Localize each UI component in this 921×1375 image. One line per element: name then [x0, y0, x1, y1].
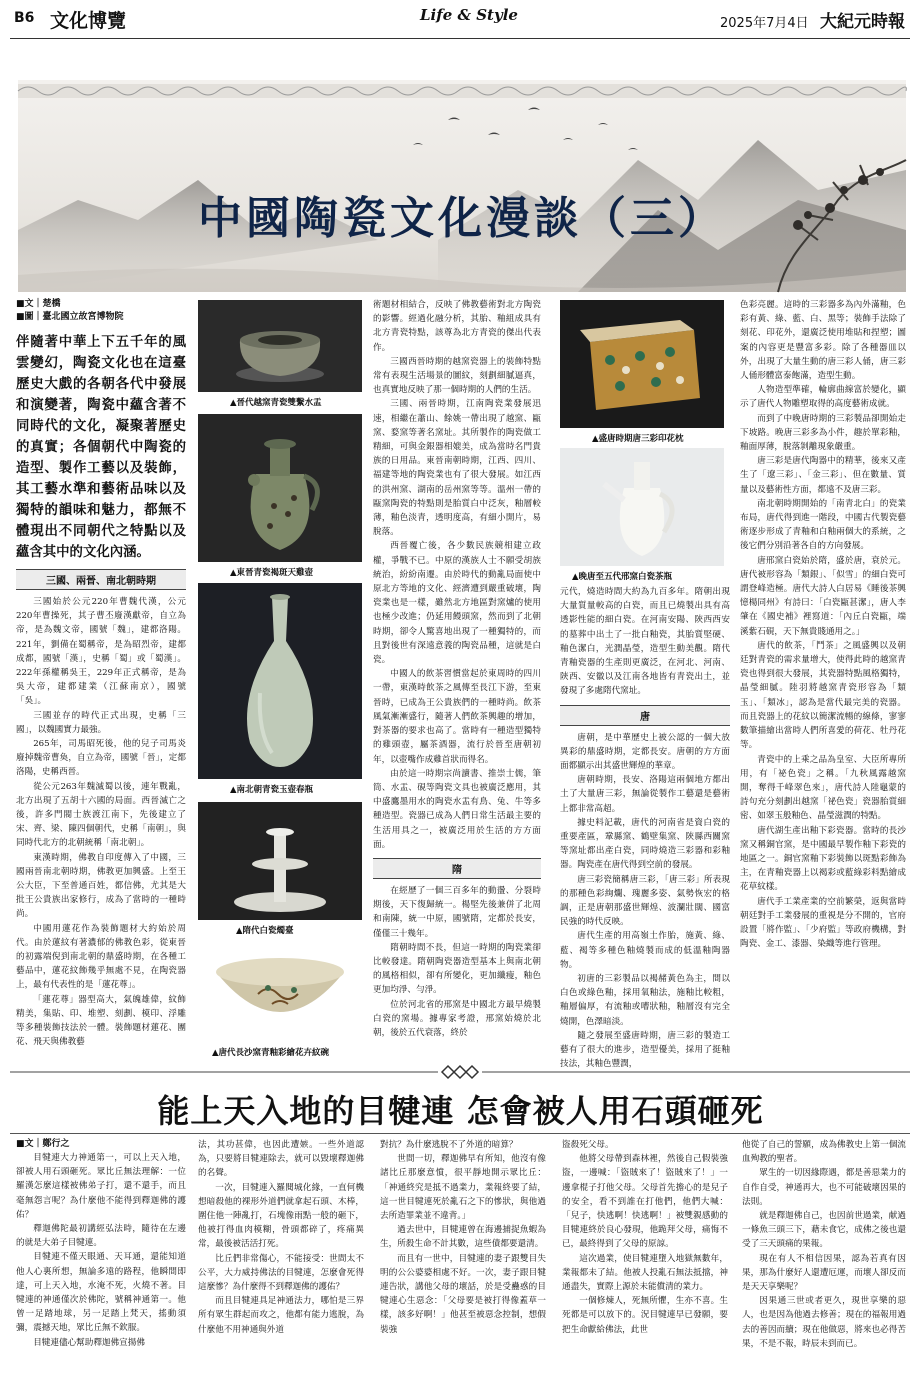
caption: ▲盛唐時期唐三彩印花枕	[592, 434, 684, 444]
paragraph: 中國人的飲茶習慣當起於東周時的四川一帶，東漢時飲茶之風傳至長江下游，至東晉時，已成為王公貴族們的一種時尚。飲茶風氣漸漸盛行，隨著人們飲茶興趣的增加，對茶器的要求也高了。當時有一種造型獨特的雞頭壺，屬茶酒器，流行於晉至唐朝初年，以壺嘴作成雞首狀而得名。	[373, 669, 541, 765]
paragraph: 而且目犍連具足神通法力，哪怕是三界所有眾生群起而攻之，他都有能力逃脫，為什麼他不用神通與外道	[198, 1296, 364, 1335]
paragraph: 唐朝時期，長安、洛陽這兩個地方都出土了大量唐三彩，無論從製作工藝還是藝術上都非常高超。	[560, 775, 730, 814]
paragraph: 青瓷中的上乘之品為皇室、大臣所專所用，有「祕色瓷」之稱。「九秋風露越窯開，奪得千峰翠色來」，唐代詩人陸龜蒙的詩句充分刻劃出越窯「祕色瓷」瓷器胎質細密、如翠玉般釉色、晶瑩滋潤的特點。	[740, 754, 906, 822]
paragraph: 「蓮花尊」器型高大，氣魄雄偉，紋飾精美，集貼、印、堆塑、刻劃、模印、浮雕等多種裝飾技法於一體。裝飾題材蓮花、團花、飛天與佛教藝	[16, 994, 186, 1048]
photo-changsha-bowl	[198, 942, 362, 1042]
paragraph: 一次，目犍連入羅閱城化緣，一直何機想暗殺他的裸形外道們就拿起石頭、木棒，圍住他一陣亂打，石塊像雨點一般的砸下，他被打得血肉模糊，骨頭都碎了，疼痛異常，最後被活活打死。	[198, 1182, 364, 1250]
photo-xing-white-tea-bottle	[560, 448, 724, 566]
paragraph: 色彩亮麗。這時的三彩器多為內外滿釉，色彩有黃、綠、藍、白、黑等；裝飾手法除了刻花、印花外，還廣泛使用堆貼和捏塑；圖案的內容更是豐富多彩。除了各種器皿以外，出現了大量生動的唐三彩人俑，唐三彩人俑形體富泰飽滿，造型生動。	[740, 300, 906, 382]
life-style-logo: Life & Style	[420, 6, 518, 24]
paragraph: 隨之發展至盛唐時期，唐三彩的製造工藝有了很大的進步，造型優美，採用了挺釉技法，其釉色豐潤，	[560, 1030, 730, 1070]
paragraph: 從公元263年魏滅蜀以後，連年戰亂，北方出現了五胡十六國的局面。西晉滅亡之後，許多門閥士族渡江南下，先後建立了宋、齊、梁、陳四個朝代，史稱「南朝」，與同時代北方的北朝統稱「南北朝」。	[16, 781, 186, 849]
caption: ▲東晉青瓷褐斑天雞壺	[230, 568, 314, 578]
paragraph: 由於這一時期宗尚讀書、推崇士儒，筆筒、水盂、硯等陶瓷文具也被廣泛應用，其中盛鷹墨用水的陶瓷水盂有鳥、兔、牛等多種造型。瓷器已成為人們日常生活最主要的生活用具之一，被廣泛用於生活的方方面面。	[373, 768, 541, 850]
caption: ▲晚唐至五代邢窯白瓷茶瓶	[572, 572, 673, 582]
paragraph: 比丘們非常傷心，不能接受：世間太不公平，大力威持佛法的目犍連，怎麼會死得這麼慘？為什麼得不到釋迦佛的護佑？	[198, 1253, 364, 1293]
paragraph: 過去世中，目犍連曾在海邊捕捉魚蝦為生，所殺生命不計其數，這些債都要還清。	[380, 1225, 546, 1250]
paragraph: 唐三彩瓷簡稱唐三彩，「唐三彩」所表現的那種色彩絢爛、瑰麗多姿、氣勢恢宏的格調，正是唐朝那盛世輝煌、波瀾壯闊、國富民強的時代反映。	[560, 874, 730, 928]
paragraph: 中國用蓮花作為裝飾題材大約始於周代。由於蓮紋有著濃郁的佛教色彩，從東晉的初露端倪到南北朝的鼎盛時期，在各種工藝品中，蓮花紋飾幾乎無處不見，在陶瓷器上，最有代表性的是「蓮花尊」。	[16, 923, 186, 991]
paragraph: 這次過業，使目犍連墮入地獄無數年，業報都未了結。他被人投亂石無法抵擋，神通盡失，實際上源於未能償清的業力。	[562, 1253, 728, 1293]
paragraph: 而到了中晚唐時期的三彩製品卻開始走下坡路。晚唐三彩多為小件，趣於單彩釉，釉面厚薄，脫落剝離現象嚴重。	[740, 413, 906, 453]
paragraph: 盜殺死父母。	[562, 1140, 614, 1150]
article2-column-5	[742, 1138, 906, 1368]
paragraph: 他從了自己的誓願，成為佛教史上第一個流血殉教的聖者。	[742, 1140, 906, 1165]
article2-column-2	[198, 1138, 364, 1368]
paragraph: 265年，司馬昭死後，他的兒子司馬炎廢掉魏帝曹奐，自立為帝，國號「晉」，定都洛陽，史稱西晉。	[16, 739, 186, 778]
paragraph: 三國始於公元220年曹魏代漢，公元220年曹操死，其子曹丕廢漢獻帝，自立為帝，是為魏文帝，國號「魏」，建都洛陽。221年，劉備在蜀稱帝，是為昭烈帝，建都成都，國號「漢」，史稱「蜀」或「蜀漢」。222年孫權稱吳王，229年正式稱帝，是為吳大帝，建都建業（江蘇南京），國號「吳」。	[16, 597, 186, 707]
page-number: B6	[14, 10, 35, 26]
paragraph: 目犍連大力神通第一，可以上天入地，卻被人用石頭砸死。眾比丘無法理解：一位羅漢怎麼這樣被佛弟子打，還不還手，而且毫無怨言呢？為什麼他不能得到釋迦佛的護佑？	[16, 1153, 186, 1220]
paragraph: 唐代生產的用高嶺土作胎，施黃、綠、藍、褐等多種色釉燒製而成的低溫釉陶器物。	[560, 931, 730, 970]
paragraph: 法，其功甚偉，也因此遭嫉。一些外道認為，只要將目犍連除去，就可以毀壞釋迦佛的名聲。	[198, 1140, 364, 1179]
issue-date: 2025年7月4日	[720, 16, 809, 31]
section-name: 文化博覽	[50, 10, 127, 32]
photo-jin-water-pot	[198, 300, 362, 392]
page-header	[0, 0, 921, 40]
caption: ▲隋代白瓷燭臺	[236, 926, 294, 936]
paragraph: 唐代的飲茶，「鬥茶」之風盛興以及朝廷對青瓷的需求量增大，使得此時的越窯青瓷也得到很大發展，其瓷器特點風格獨特，晶瑩細膩。陸羽將越窯青瓷形容為「類玉」、「類冰」，認為是當代最完美的瓷器。而且瓷器上的花紋以簡潔流暢的線條，寥寥數筆描繪出當時人們所喜愛的荷花、牡丹花等。	[740, 640, 906, 751]
article-lead: 伴隨著中華上下五千年的風雲變幻，陶瓷文化也在這臺歷史大戲的各朝各代中發展和演變著，陶瓷中蘊含著不同時代的文化，凝聚著歷史的真實；各個朝代中陶瓷的造型、製作工藝以及裝飾，其工藝水準和藝術品味以及獨特的韻味和魅力，都無不體現出不同朝代之特點以及蘊含其中的文化內涵。	[16, 334, 186, 560]
paragraph: 唐朝，是中華歷史上被公認的一個大放異彩的鼎盛時期，定都長安。唐朝的方方面面都顯示出其盛世輝煌的華章。	[560, 732, 730, 772]
paragraph: 唐代湖生產出釉下彩瓷器。當時的長沙窯又稱銅官窯，是中國最早製作釉下彩瓷的地區之一。銅官窯釉下彩裝飾以斑點彩飾為主，在青釉瓷器上以褐彩或藍綠彩料點繪成花草紋樣。	[740, 825, 906, 893]
subheading-sui: 隋	[373, 858, 541, 879]
article1-column-4	[560, 585, 730, 1070]
article1-column-3	[373, 298, 541, 1058]
paragraph: 三國西晉時期的越窯瓷器上的裝飾特點常有表現生活場景的圖紋，刻劃細膩逼真，也真實地反映了那一個時期的人們的生活。	[373, 356, 541, 396]
article-title: 中國陶瓷文化漫談（三）	[198, 193, 726, 244]
article1-column-5	[740, 298, 906, 1058]
paragraph: 世間一切，釋迦佛早有所知，他沒有像諸比丘那麼意憤，很平靜地開示眾比丘：「神通終究是抵不過業力，業報終要了結，這一世目犍連死於亂石之下的慘狀，與他過去所造罪業並不違背。」	[380, 1154, 546, 1222]
paragraph: 南北朝時期開始的「南青北白」的瓷業布局，唐代得到進一階段，中國古代製瓷藝術逐步形成了青釉和白釉兩個大的系統，之後它們分別沿著各自的方向發展。	[740, 498, 906, 552]
article2-column-4	[562, 1138, 728, 1368]
paragraph: 元代，燒造時間大約為九百多年。隋朝出現大量質量較高的白瓷，而且已燒製出具有高透影性能的細白瓷。在河南安陽、陝西西安的墓葬中出土了一批白釉瓷，其胎質堅硬、釉色潔白，光潤晶瑩，造型生動美觀。隋代青釉瓷器的生產則更廣泛，在河北、河南、陝西、安徽以及江南各地皆有青瓷出土，並發現了多處隋代窯址。	[560, 587, 730, 697]
paragraph: 唐代手工業產業的空前繁榮，返與當時朝廷對手工業發展的重視是分不開的，官府設置「將作監」、「少府監」等政府機構，對陶瓷、金工、漆器、染織等進行管理。	[740, 896, 906, 950]
byline-author: ■文｜楚橋	[16, 299, 61, 309]
article1-column-1	[16, 298, 186, 1058]
header-rule	[10, 38, 910, 39]
paragraph: 因果通三世或者更久，現世享樂的惡人，也是因為他過去修善；現在的福報用過去的善因而續；現在他做惡，將來也必得苦果，不是不報，時辰未到而已。	[742, 1296, 906, 1349]
paragraph: 據史料記載，唐代的河南省是資白瓷的重要產區，鞏縣窯、鶴壁集窯、陝縣西關窯等窯址都出產白瓷，同時燒造三彩器和彩釉器。陶瓷產在唐代得到空前的發展。	[560, 817, 730, 871]
paragraph: 釋迦佛陀最初講經弘法時，隨待在左邊的就是大弟子目犍連。	[16, 1224, 186, 1249]
paragraph: 術題材相結合，反映了佛教藝術對北方陶瓷的影響。經過化融分析，其胎、釉組成具有北方青瓷特點，該尊為北方青瓷的傑出代表作。	[373, 300, 541, 353]
article2-column-3	[380, 1138, 546, 1368]
cloud-pattern-band	[18, 84, 906, 98]
paragraph: 現在有人不相信因果，認為若真有因果，那為什麼好人還遭厄運，而壞人卻反而是天天享樂呢？	[742, 1253, 906, 1293]
paragraph: 唐三彩是唐代陶器中的精華，後來又產生了「遼三彩」、「金三彩」、但在數量、質量以及藝術性方面，都遠不及唐三彩。	[740, 456, 906, 495]
paragraph: 對抗？為什麼逃脫不了外道的暗算？	[380, 1140, 518, 1150]
article-divider	[10, 1062, 910, 1082]
subheading-three-kingdoms: 三國、兩晉、南北朝時期	[16, 569, 186, 590]
photo-tang-sancai-pillow	[560, 300, 724, 428]
paragraph: 他將父母帶到森林裡，然後自己假裝強盜，一邊喊：「盜賊來了！盜賊來了！」一邊拿棍子打他父母。父母首先擔心的是兒子的安全，看不到誰在打他們，他們大喊：「兒子，快逃啊！快逃啊！」被雙親感動的目犍連終於良心發現，他跪拜父母，痛悔不已，最終得到了父母的原諒。	[562, 1154, 728, 1250]
photo-white-candlestick	[198, 802, 362, 920]
paragraph: 西晉覆亡後，各少數民族競相建立政權，爭戰不已。中原的漢族人士不願受胡族統治，紛紛南遷。由於時代的動亂局面使中原北方等地的文化、經濟遭到嚴重破壞，陶瓷業也是一樣，雖然北方地區對窯爐的使用也極少改進；仍延用饅頭窯，然而到了北朝時期，卻令人驚喜地出現了一種獨特的，而且對後世有深遠意義的陶瓷品種，這就是白瓷。	[373, 541, 541, 666]
masthead: 大紀元時報	[820, 12, 905, 32]
title-banner	[18, 80, 906, 292]
paragraph: 人物造型準確，輪廓曲線富於變化，顯示了唐代人物雕塑取得的高度藝術成就。	[740, 385, 906, 410]
paragraph: 就是釋迦佛自己，也因前世過業，献過一條魚三頭三下，藉未食它，成佛之後也還受了三天頭痛的果報。	[742, 1211, 906, 1250]
paragraph: 而且有一世中，目犍連的妻子跟雙目失明的公公婆婆相處不好。一次，妻子跟目犍連告狀，講他父母的壞話，於是受蠱惑的目犍連心生惡念：「父母要是被打得像蓋草一樣，該多好啊！」他甚至被惡念控制，想假裝強	[380, 1253, 546, 1335]
article2-title: 能上天入地的目犍連 怎會被人用石頭砸死	[157, 1092, 764, 1130]
caption: ▲唐代長沙窯青釉彩繪花卉紋碗	[212, 1048, 330, 1058]
photo-yuhuchun-vase	[198, 583, 362, 779]
paragraph: 東漢時期，佛教自印度傳入了中國，三國兩晉南北朝時期，佛教更加興盛。上至王公大臣，下至普通百姓，都信佛，尤其是大批王公貴族出家修行，成為了當時的一種時尚。	[16, 852, 186, 920]
article2-column-1	[16, 1138, 186, 1368]
paragraph: 三國、兩晉時期，江南陶瓷業發展迅速，相繼在蕭山、餘姚一帶出現了越窯、甌窯、婺窯等著名窯址。其所製作的陶瓷做工精細，可與金銀器相媲美，成為當時名門貴族的日用品。東晉南朝時期，江西、四川、福建等地的陶瓷業也有了很大發展。如江西的洪州窯、湖南的岳州窯等等。溫州一帶的甌窯陶瓷的特點則是胎質白中泛灰，釉層較薄，釉色淡青，透明度高，有細小開片，易脫落。	[373, 399, 541, 538]
byline-photo: ■圖｜臺北國立故宮博物院	[16, 312, 124, 322]
paragraph: 目犍連不僅天眼通、天耳通，還能知道他人心裏所想，無論多遠的路程，他瞬間即達，可上天入地，水淹不死，火燒不著。目犍連的神通僅次於佛陀，號稱神通第一。他曾一足踏地球，另一足踏上梵天，搖動須彌，震撼天地，眾比丘無不欽服。	[16, 1252, 186, 1334]
photo-chicken-head-ewer	[198, 414, 362, 562]
paragraph: 三國並存的時代正式出現，史稱「三國」，以魏國實力最強。	[16, 710, 186, 735]
paragraph: 隋朝時間不長，但這一時期的陶瓷業卻比較發達。隋朝陶瓷器造型基本上與南北朝的風格相似，卻有所變化，更加纖瘦，釉色更加均淨、勻淨。	[373, 942, 541, 996]
paragraph: 一個修煉人，死無所懼，生亦不喜。生死都是可以放下的。況目犍連早已發願，要把生命獻給佛法，此世	[562, 1296, 728, 1335]
paragraph: 目犍連儘心幫助釋迦佛宣揚佛	[33, 1337, 145, 1348]
paragraph: 在經歷了一個三百多年的動盪、分裂時期後，天下復歸統一。楊堅先後兼併了北周和南陳，統一中原，國號隋，定都於長安，僅僅三十幾年。	[373, 885, 541, 939]
paragraph: 初唐的三彩製品以褐赭黃色為主，間以白色或綠色釉，採用氧釉法，施釉比較粗，釉層偏厚，有流釉或嘈狀釉，釉層沒有完全燒開，色澤暗淡。	[560, 974, 730, 1027]
subheading-tang: 唐	[560, 705, 730, 726]
paragraph: 眾生的一切因緣際遇，都是善惡業力的自作自受，神通再大，也不可能破壞因果的法則。	[742, 1168, 906, 1207]
caption: ▲南北朝青瓷玉壺春瓶	[230, 785, 314, 795]
article2-byline: ■文｜鄭行之	[16, 1139, 70, 1149]
paragraph: 唐邢窯白瓷始於隋，盛於唐，衰於元。唐代被形容為「類銀」、「似雪」的細白瓷可謂登峰造極。唐代大詩人白居易《睡後茶興憶楊同州》有詩曰：「白瓷甌甚潔」，唐人李肇在《國史補》裡寫道：「內丘白瓷甌，端溪紫石硯，天下無貴賤通用之。」	[740, 555, 906, 637]
paragraph: 位於河北省的邢窯是中國北方最早燒製白瓷的窯場。據專家考證，邢窯始燒於北朝，後於五代衰落，終於	[373, 999, 541, 1038]
caption: ▲晉代越窯青瓷雙繫水盂	[230, 398, 322, 408]
article2-title-rule	[10, 1133, 910, 1134]
